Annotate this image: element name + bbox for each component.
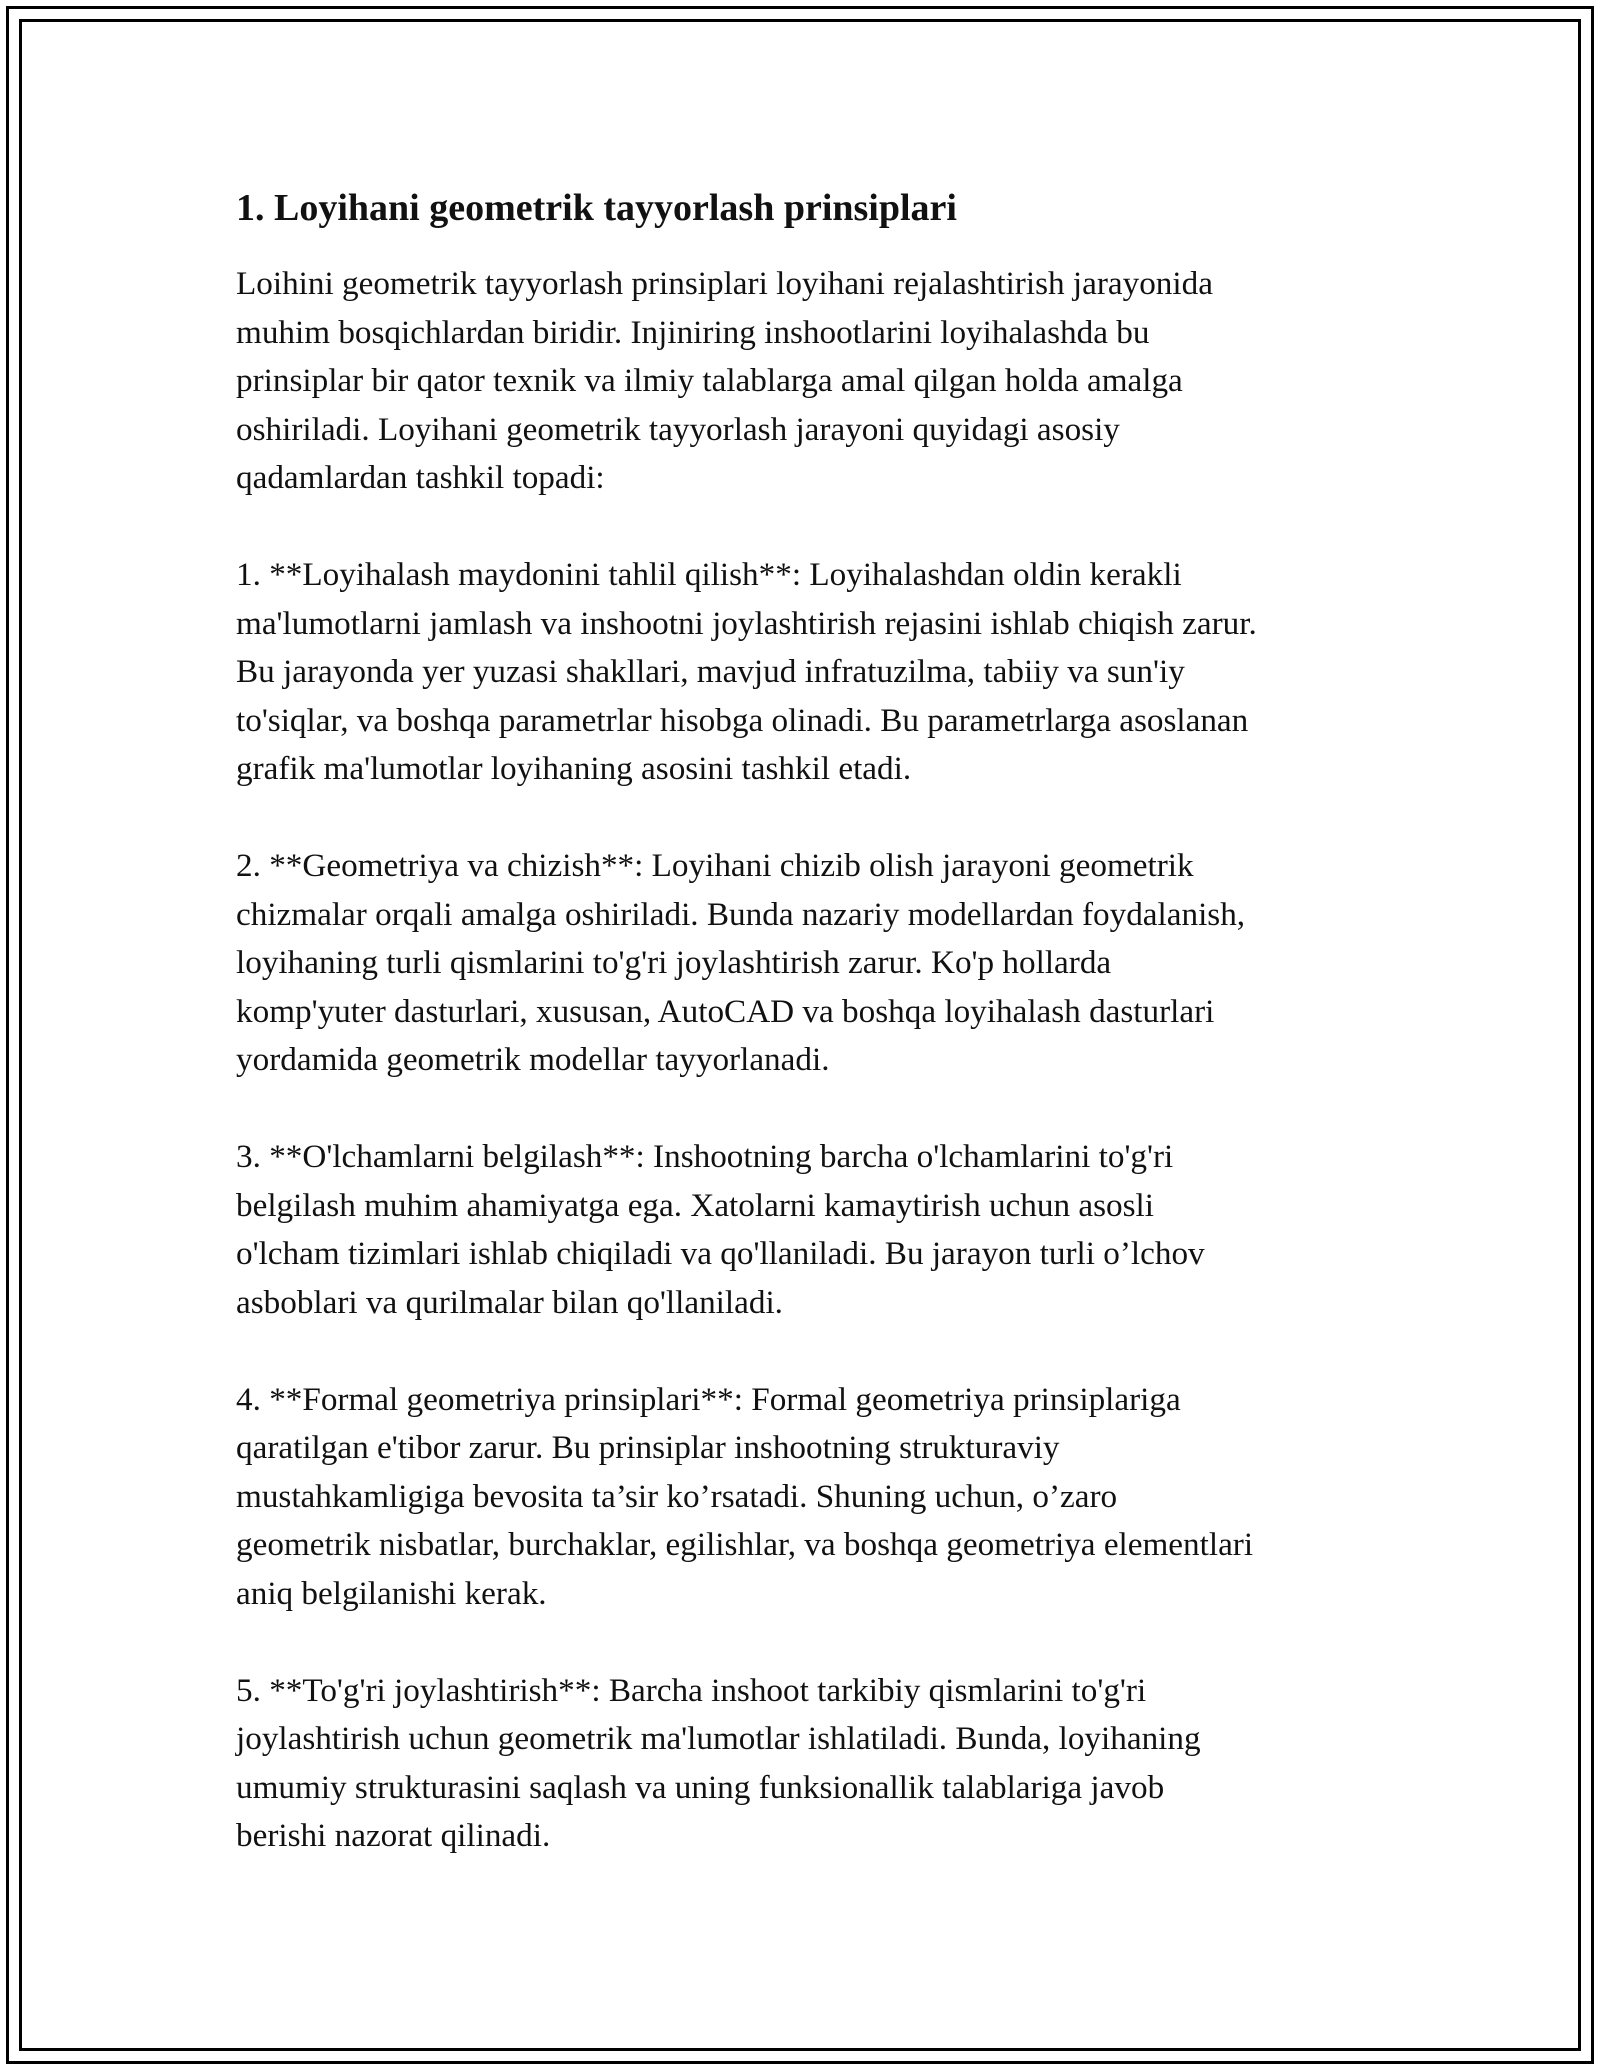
text-line: loyihaning turli qismlarini to'g'ri joylashtirish zarur. Ko'p hollarda [236,944,1112,981]
list-item-5 [236,1667,1366,1861]
text-line: geometrik nisbatlar, burchaklar, egilishlar, va boshqa geometriya elementlari [236,1526,1254,1563]
text-line: to'siqlar, va boshqa parametrlar hisobga olinadi. Bu parametrlarga asoslanan [236,701,1249,739]
text-line: yordamida geometrik modellar tayyorlanadi. [236,1041,830,1078]
text-line: Loihini geometrik tayyorlash prinsiplari loyihani rejalashtirish jarayonida [236,265,1213,302]
text-line: o'lcham tizimlari ishlab chiqiladi va qo'llaniladi. Bu jarayon turli o’lchov [236,1235,1205,1272]
intro-paragraph [236,260,1366,503]
list-item-1 [236,551,1366,794]
text-line: umumiy strukturasini saqlash va uning funksionallik talablariga javob [236,1768,1165,1806]
text-line: 4. **Formal geometriya prinsiplari**: Formal geometriya prinsiplariga [236,1380,1181,1418]
list-item-2 [236,842,1366,1085]
text-line: qadamlardan tashkil topadi: [236,459,605,496]
text-line: grafik ma'lumotlar loyihaning asosini tashkil etadi. [236,750,912,787]
text-line: 2. **Geometriya va chizish**: Loyihani chizib olish jarayoni geometrik [236,847,1194,884]
list-item-3 [236,1133,1366,1327]
text-line: chizmalar orqali amalga oshiriladi. Bunda nazariy modellardan foydalanish, [236,895,1246,933]
text-line: Bu jarayonda yer yuzasi shakllari, mavjud infratuzilma, tabiiy va sun'iy [236,653,1185,690]
text-line: oshiriladi. Loyihani geometrik tayyorlash jarayoni quyidagi asosiy [236,410,1120,448]
text-line: aniq belgilanishi kerak. [236,1574,547,1612]
text-line: 1. **Loyihalash maydonini tahlil qilish**: Loyihalashdan oldin kerakli [236,556,1182,593]
text-line: asboblari va qurilmalar bilan qo'llaniladi. [236,1283,783,1321]
document-body [236,184,1366,1909]
text-line: mustahkamligiga bevosita ta’sir ko’rsatadi. Shuning uchun, o’zaro [236,1477,1118,1515]
text-line: ma'lumotlarni jamlash va inshootni joylashtirish rejasini ishlab chiqish zarur. [236,604,1257,642]
text-line: berishi nazorat qilinadi. [236,1817,551,1854]
text-line: joylashtirish uchun geometrik ma'lumotlar ishlatiladi. Bunda, loyihaning [236,1720,1201,1757]
text-line: prinsiplar bir qator texnik va ilmiy talablarga amal qilgan holda amalga [236,362,1183,399]
section-heading: 1. Loyihani geometrik tayyorlash prinsiplari [236,187,957,229]
text-line: belgilash muhim ahamiyatga ega. Xatolarni kamaytirish uchun asosli [236,1186,1154,1224]
text-line: qaratilgan e'tibor zarur. Bu prinsiplar inshootning strukturaviy [236,1429,1060,1466]
text-line: 3. **O'lchamlarni belgilash**: Inshootning barcha o'lchamlarini to'g'ri [236,1138,1174,1175]
text-line: muhim bosqichlardan biridir. Injiniring inshootlarini loyihalashda bu [236,313,1150,351]
text-line: komp'yuter dasturlari, xususan, AutoCAD va boshqa loyihalash dasturlari [236,992,1215,1030]
list-item-4 [236,1376,1366,1619]
text-line: 5. **To'g'ri joylashtirish**: Barcha inshoot tarkibiy qismlarini to'g'ri [236,1671,1147,1709]
